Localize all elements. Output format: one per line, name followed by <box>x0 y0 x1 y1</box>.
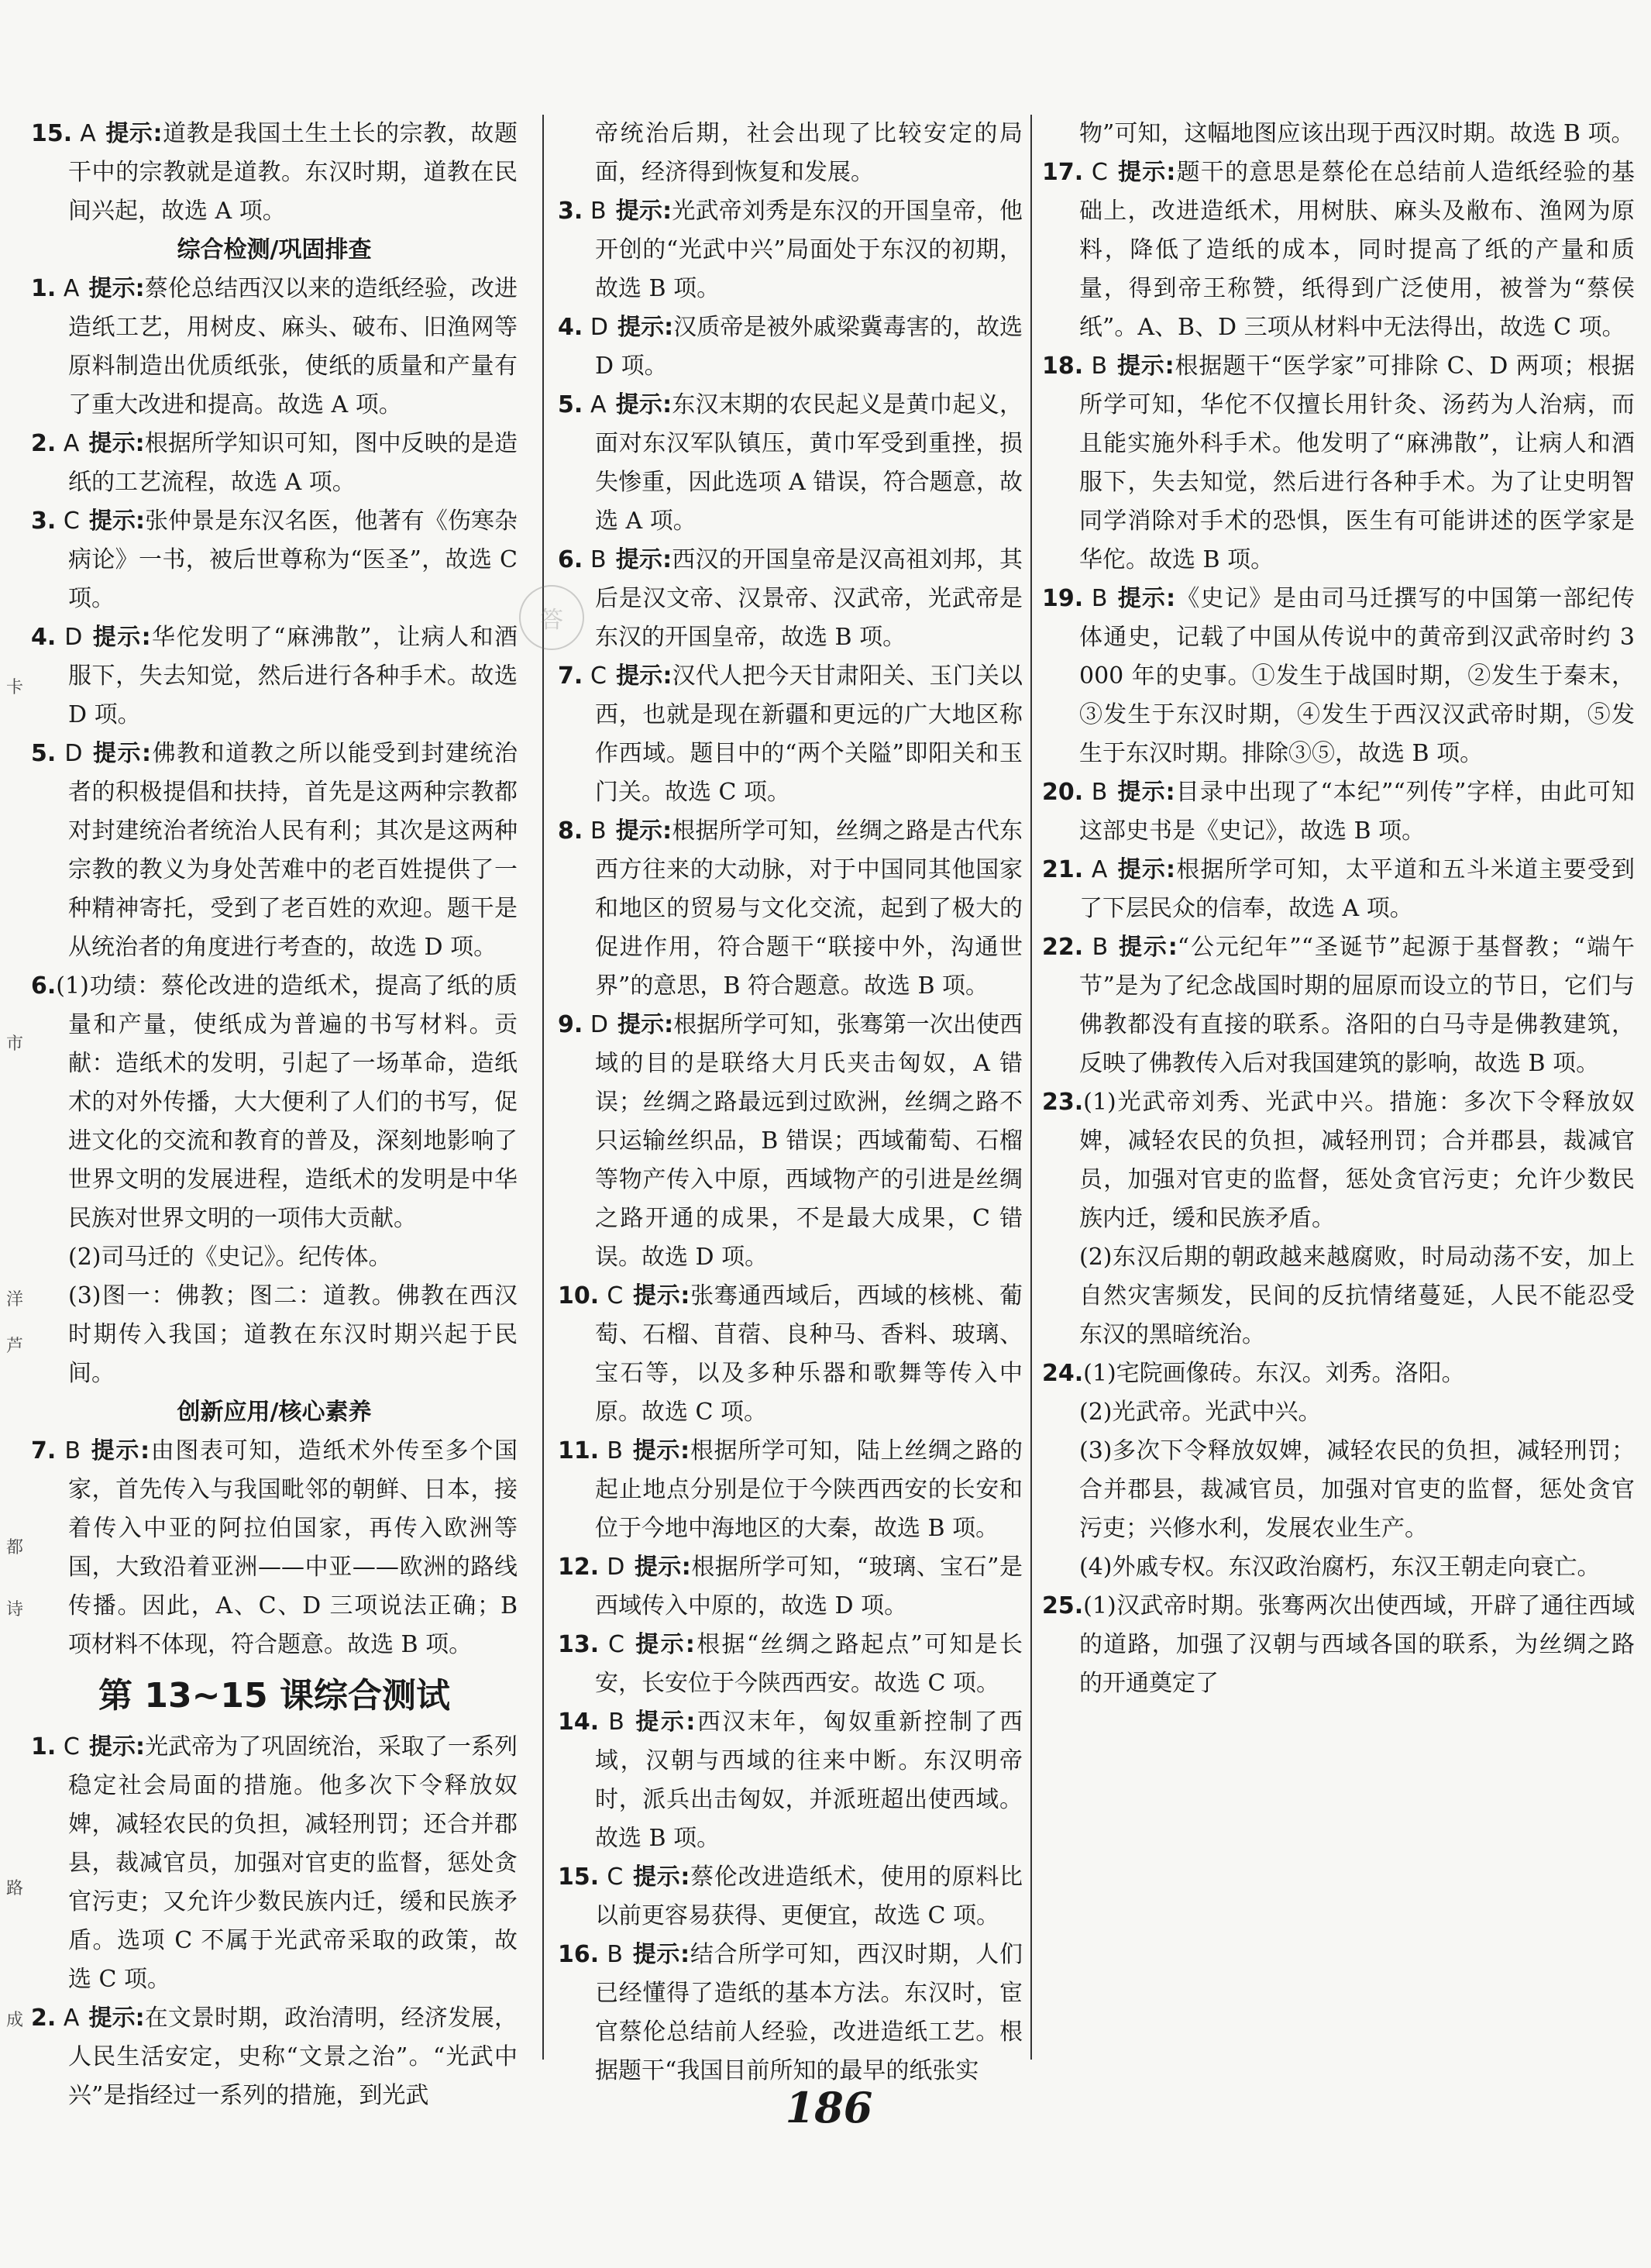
answer-item: 4. D 提示:华佗发明了“麻沸散”，让病人和酒服下，失去知觉，然后进行各种手术。故选 D 项。 <box>31 624 518 728</box>
column-divider <box>1030 115 1032 2060</box>
margin-mark: 市 <box>6 1034 24 1054</box>
answer-paragraph: (3)图一：佛教；图二：道教。佛教在西汉时期传入我国；道教在东汉时期兴起于民间。 <box>68 1282 518 1387</box>
answer-paragraph: (2)司马迁的《史记》。纪传体。 <box>68 1244 392 1271</box>
margin-mark: 路 <box>6 1879 24 1898</box>
answer-item: 2. A 提示:在文景时期，政治清明，经济发展，人民生活安定，史称“文景之治”。“光武中兴”是指经过一系列的措施，到光武 <box>31 2005 518 2109</box>
answer-item: 7. B 提示:由图表可知，造纸术外传至多个国家，首先传入与我国毗邻的朝鲜、日本，接着传入中亚的阿拉伯国家，再传入欧洲等国，大致沿着亚洲——中亚——欧洲的路线传播。因此，A、C、D 三项说法正确；B 项材料不体现，符合题意。故选 B 项。 <box>31 1437 518 1658</box>
answer-item: 2. A 提示:根据所学知识可知，图中反映的是造纸的工艺流程，故选 A 项。 <box>31 430 518 496</box>
answer-item: 10. C 提示:张骞通西域后，西域的核桃、葡萄、石榴、苜蓿、良种马、香料、玻璃、宝石等，以及多种乐器和歌舞等传入中原。故选 C 项。 <box>558 1282 1023 1426</box>
answer-item: 12. D 提示:根据所学可知，“玻璃、宝石”是西域传入中原的，故选 D 项。 <box>558 1554 1023 1619</box>
answer-item: 14. B 提示:西汉末年，匈奴重新控制了西域，汉朝与西域的往来中断。东汉明帝时，派兵出击匈奴，并派班超出使西域。故选 B 项。 <box>558 1709 1023 1852</box>
answer-item: 5. D 提示:佛教和道教之所以能受到封建统治者的积极提倡和扶持，首先是这两种宗教都对封建统治者统治人民有利；其次是这两种宗教的教义为身处苦难中的老百姓提供了一种精神寄托，受到了老百姓的欢迎。题干是从统治者的角度进行考查的，故选 D 项。 <box>31 740 518 961</box>
answer-item: 20. B 提示:目录中出现了“本纪”“列传”字样，由此可知这部史书是《史记》，故选 B 项。 <box>1042 779 1635 845</box>
margin-mark: 成 <box>6 2011 24 2030</box>
answer-item: 3. C 提示:张仲景是东汉名医，他著有《伤寒杂病论》一书，被后世尊称为“医圣”，故选 C 项。 <box>31 508 518 612</box>
answer-item: 5. A 提示:东汉末期的农民起义是黄巾起义，面对东汉军队镇压，黄巾军受到重挫，损失惨重，因此选项 A 错误，符合题意，故选 A 项。 <box>558 391 1023 535</box>
answer-item: 11. B 提示:根据所学可知，陆上丝绸之路的起止地点分别是位于今陕西西安的长安和位于今地中海地区的大秦，故选 B 项。 <box>558 1437 1023 1542</box>
answer-item: 6. B 提示:西汉的开国皇帝是汉高祖刘邦，其后是汉文帝、汉景帝、汉武帝，光武帝是东汉的开国皇帝，故选 B 项。 <box>558 546 1023 651</box>
margin-mark: 诗 <box>6 1600 24 1619</box>
answer-item: 15. C 提示:蔡伦改进造纸术，使用的原料比以前更容易获得、更便宜，故选 C 项。 <box>558 1864 1023 1929</box>
answer-item: 4. D 提示:汉质帝是被外戚梁冀毒害的，故选 D 项。 <box>558 314 1023 380</box>
page-number: 186 <box>785 2083 873 2132</box>
column-3 <box>1042 115 1635 1703</box>
answer-item: 18. B 提示:根据题干“医学家”可排除 C、D 两项；根据所学可知，华佗不仅擅长用针灸、汤药为人治病，而且能实施外科手术。他发明了“麻沸散”，让病人和酒服下，失去知觉，然后进行各种手术。为了让史明智同学消除对手术的恐惧，医生有可能讲述的医学家是华佗。故选 B 项。 <box>1042 353 1635 573</box>
answer-item: 17. C 提示:题干的意思是蔡伦在总结前人造纸经验的基础上，改进造纸术，用树肤、麻头及敝布、渔网为原料，降低了造纸的成本，同时提高了纸的产量和质量，得到帝王称赞，纸得到广泛使用，被誉为“蔡侯纸”。A、B、D 三项从材料中无法得出，故选 C 项。 <box>1042 159 1636 341</box>
section-heading: 创新应用/核心素养 <box>177 1399 372 1426</box>
answer-item: 21. A 提示:根据所学可知，太平道和五斗米道主要受到了下层民众的信奉，故选 A 项。 <box>1042 856 1635 922</box>
answer-paragraph: (4)外戚专权。东汉政治腐朽，东汉王朝走向衰亡。 <box>1079 1554 1601 1581</box>
watermark-stamp: 答 <box>519 585 584 650</box>
answer-item: 22. B 提示:“公元纪年”“圣诞节”起源于基督教；“端午节”是为了纪念战国时期的屈原而设立的节日，它们与佛教都没有直接的联系。洛阳的白马寺是佛教建筑，反映了佛教传入后对我国建筑的影响，故选 B 项。 <box>1042 934 1635 1077</box>
answer-item: 15. A 提示:道教是我国土生土长的宗教，故题干中的宗教就是道教。东汉时期，道教在民间兴起，故选 A 项。 <box>31 120 518 225</box>
answer-item: 23.(1)光武帝刘秀、光武中兴。措施：多次下令释放奴婢，减轻农民的负担，减轻刑罚；合并郡县，裁减官员，加强对官吏的监督，惩处贪官污吏；允许少数民族内迁，缓和民族矛盾。 <box>1042 1089 1635 1232</box>
margin-mark: 卡 <box>6 678 24 697</box>
margin-mark: 都 <box>6 1538 24 1557</box>
answer-item: 3. B 提示:光武帝刘秀是东汉的开国皇帝，他开创的“光武中兴”局面处于东汉的初期，故选 B 项。 <box>558 198 1023 302</box>
answer-item: 6.(1)功绩：蔡伦改进的造纸术，提高了纸的质量和产量，使纸成为普遍的书写材料。贡献：造纸术的发明，引起了一场革命，造纸术的对外传播，大大便利了人们的书写，促进文化的交流和教育的普及，深刻地影响了世界文明的发展进程，造纸术的发明是中华民族对世界文明的一项伟大贡献。 <box>31 972 518 1232</box>
answer-paragraph: (2)光武帝。光武中兴。 <box>1079 1399 1322 1426</box>
margin-mark: 洋 <box>6 1290 24 1310</box>
column-2 <box>558 115 1023 2091</box>
answer-item: 16. B 提示:结合所学可知，西汉时期，人们已经懂得了造纸的基本方法。东汉时，宦官蔡伦总结前人经验，改进造纸工艺。根据题干“我国目前所知的最早的纸张实 <box>558 1941 1023 2084</box>
answer-item: 25.(1)汉武帝时期。张骞两次出使西域，开辟了通往西域的道路，加强了汉朝与西域各国的联系，为丝绸之路的开通奠定了 <box>1042 1592 1635 1697</box>
continued-text: 帝统治后期，社会出现了比较安定的局面，经济得到恢复和发展。 <box>595 120 1023 186</box>
answer-paragraph: (2)东汉后期的朝政越来越腐败，时局动荡不安，加上自然灾害频发，民间的反抗情绪蔓延，人民不能忍受东汉的黑暗统治。 <box>1079 1244 1635 1348</box>
column-divider <box>542 115 544 2060</box>
section-heading: 综合检测/巩固排查 <box>177 236 372 263</box>
answer-item: 1. C 提示:光武帝为了巩固统治，采取了一系列稳定社会局面的措施。他多次下令释放奴婢，减轻农民的负担，减轻刑罚；还合并郡县，裁减官员，加强对官吏的监督，惩处贪官污吏；又允许少数民族内迁，缓和民族矛盾。选项 C 不属于光武帝采取的政策，故选 C 项。 <box>31 1733 518 1993</box>
margin-mark: 芦 <box>6 1337 24 1356</box>
answer-item: 19. B 提示:《史记》是由司马迁撰写的中国第一部纪传体通史，记载了中国从传说中的黄帝到汉武帝时约 3 000 年的史事。①发生于战国时期，②发生于秦末，③发生于东汉时期，④发生于西汉汉武帝时期，⑤发生于东汉时期。排除③⑤，故选 B 项。 <box>1042 585 1636 767</box>
answer-item: 1. A 提示:蔡伦总结西汉以来的造纸经验，改进造纸工艺，用树皮、麻头、破布、旧渔网等原料制造出优质纸张，使纸的质量和产量有了重大改进和提高。故选 A 项。 <box>31 275 518 418</box>
answer-item: 7. C 提示:汉代人把今天甘肃阳关、玉门关以西，也就是现在新疆和更远的广大地区称作西域。题目中的“两个关隘”即阳关和玉门关。故选 C 项。 <box>558 663 1023 806</box>
answer-item: 8. B 提示:根据所学可知，丝绸之路是古代东西方往来的大动脉，对于中国同其他国家和地区的贸易与文化交流，起到了极大的促进作用，符合题干“联接中外，沟通世界”的意思，B 符合题意。故选 B 项。 <box>558 817 1023 1000</box>
answer-item: 24.(1)宅院画像砖。东汉。刘秀。洛阳。 <box>1042 1360 1465 1387</box>
continued-text: 物”可知，这幅地图应该出现于西汉时期。故选 B 项。 <box>1079 120 1635 147</box>
test-title: 第 13~15 课综合测试 <box>98 1676 450 1716</box>
answer-paragraph: (3)多次下令释放奴婢，减轻农民的负担，减轻刑罚；合并郡县，裁减官员，加强对官吏的监督，惩处贪官污吏；兴修水利，发展农业生产。 <box>1079 1437 1635 1542</box>
answer-item: 13. C 提示:根据“丝绸之路起点”可知是长安，长安位于今陕西西安。故选 C 项。 <box>558 1631 1023 1697</box>
column-1 <box>31 115 518 2115</box>
answer-item: 9. D 提示:根据所学可知，张骞第一次出使西域的目的是联络大月氏夹击匈奴，A 错误；丝绸之路最远到过欧洲，丝绸之路不只运输丝织品，B 错误；西域葡萄、石榴等物产传入中原，西域物产的引进是丝绸之路开通的成果，不是最大成果，C 错误。故选 D 项。 <box>558 1011 1023 1271</box>
